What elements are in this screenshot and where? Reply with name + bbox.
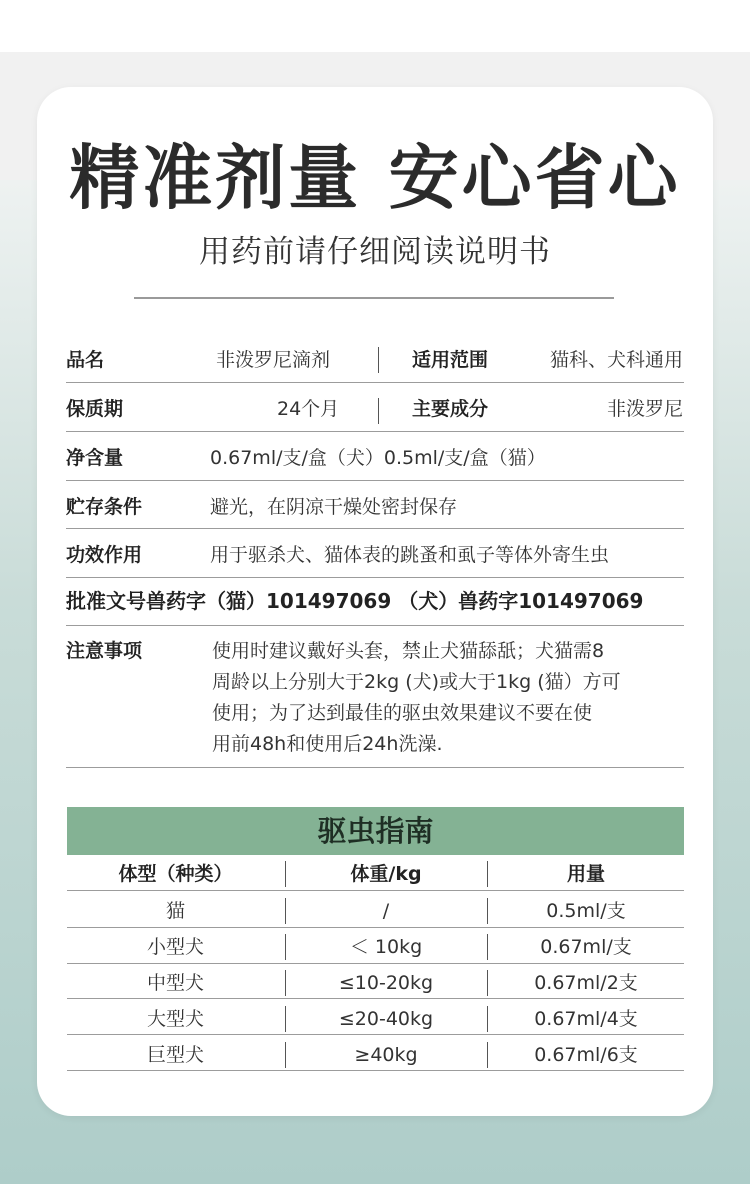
page-title: 精准剂量 安心省心 (69, 137, 681, 219)
title-divider (134, 297, 614, 299)
table-cell-weight: ≤20-40kg (338, 1008, 434, 1030)
column-header-weight: 体重/kg (350, 863, 422, 885)
table-line (67, 1070, 684, 1071)
notes-line: 周龄以上分别大于2kg (犬)或大于1kg (猫）方可 (212, 671, 621, 693)
notes-line: 使用时建议戴好头套，禁止犬猫舔舐；犬猫需8 (212, 640, 605, 662)
net-content-label: 净含量 (66, 447, 124, 469)
notes-line: 用前48h和使用后24h洗澡. (212, 733, 443, 755)
column-header-type: 体型（种类） (118, 863, 233, 885)
approval-number: 批准文号兽药字（猫）101497069 （犬）兽药字101497069 (66, 589, 644, 613)
table-cell-type: 小型犬 (146, 936, 204, 958)
column-separator (487, 898, 488, 924)
column-separator (487, 934, 488, 960)
row-line (66, 577, 684, 578)
notes-line: 使用；为了达到最佳的驱虫效果建议不要在使 (212, 702, 593, 724)
table-line (67, 890, 684, 891)
table-cell-type: 猫 (165, 900, 185, 922)
net-content-value: 0.67ml/支/盒（犬）0.5ml/支/盒（猫） (210, 447, 546, 469)
row-separator (378, 398, 379, 424)
table-cell-dosage: 0.67ml/4支 (534, 1008, 638, 1030)
name-value: 非泼罗尼滴剂 (216, 349, 331, 371)
table-cell-type: 中型犬 (146, 972, 204, 994)
table-cell-weight: ≤10-20kg (338, 972, 434, 994)
row-line (66, 767, 684, 768)
effect-value: 用于驱杀犬、猫体表的跳蚤和虱子等体外寄生虫 (210, 544, 610, 566)
scope-value: 猫科、犬科通用 (549, 349, 683, 371)
storage-value: 避光，在阴凉干燥处密封保存 (210, 496, 458, 518)
ingredient-label: 主要成分 (412, 398, 489, 420)
table-line (67, 927, 684, 928)
page-subtitle: 用药前请仔细阅读说明书 (199, 234, 551, 270)
table-line (67, 1034, 684, 1035)
notes-text (212, 636, 652, 760)
row-line (66, 382, 684, 383)
column-header-dosage: 用量 (566, 863, 605, 885)
table-cell-dosage: 0.67ml/2支 (534, 972, 638, 994)
table-cell-weight: ≥40kg (354, 1044, 418, 1066)
storage-label: 贮存条件 (66, 496, 143, 518)
column-separator (487, 970, 488, 996)
name-label: 品名 (66, 349, 105, 371)
notes-label: 注意事项 (66, 640, 143, 662)
column-separator (487, 1042, 488, 1068)
row-line (66, 625, 684, 626)
column-separator (487, 861, 488, 887)
table-cell-weight: / (382, 900, 390, 922)
row-separator (378, 347, 379, 373)
shelf-life-value: 24个月 (277, 398, 340, 420)
scope-label: 适用范围 (412, 349, 489, 371)
table-cell-dosage: 0.67ml/6支 (534, 1044, 638, 1066)
column-separator (285, 861, 286, 887)
column-separator (487, 1006, 488, 1032)
column-separator (285, 1042, 286, 1068)
column-separator (285, 970, 286, 996)
table-cell-type: 巨型犬 (146, 1044, 204, 1066)
table-cell-dosage: 0.5ml/支 (546, 900, 626, 922)
table-line (67, 998, 684, 999)
row-line (66, 431, 684, 432)
table-cell-type: 大型犬 (146, 1008, 204, 1030)
table-line (67, 963, 684, 964)
column-separator (285, 898, 286, 924)
row-line (66, 528, 684, 529)
column-separator (285, 1006, 286, 1032)
ingredient-value: 非泼罗尼 (606, 398, 683, 420)
table-cell-dosage: 0.67ml/支 (540, 936, 632, 958)
row-line (66, 480, 684, 481)
effect-label: 功效作用 (66, 544, 143, 566)
table-cell-weight: ＜ 10kg (349, 936, 423, 958)
column-separator (285, 934, 286, 960)
guide-title: 驱虫指南 (67, 807, 684, 855)
shelf-life-label: 保质期 (66, 398, 124, 420)
